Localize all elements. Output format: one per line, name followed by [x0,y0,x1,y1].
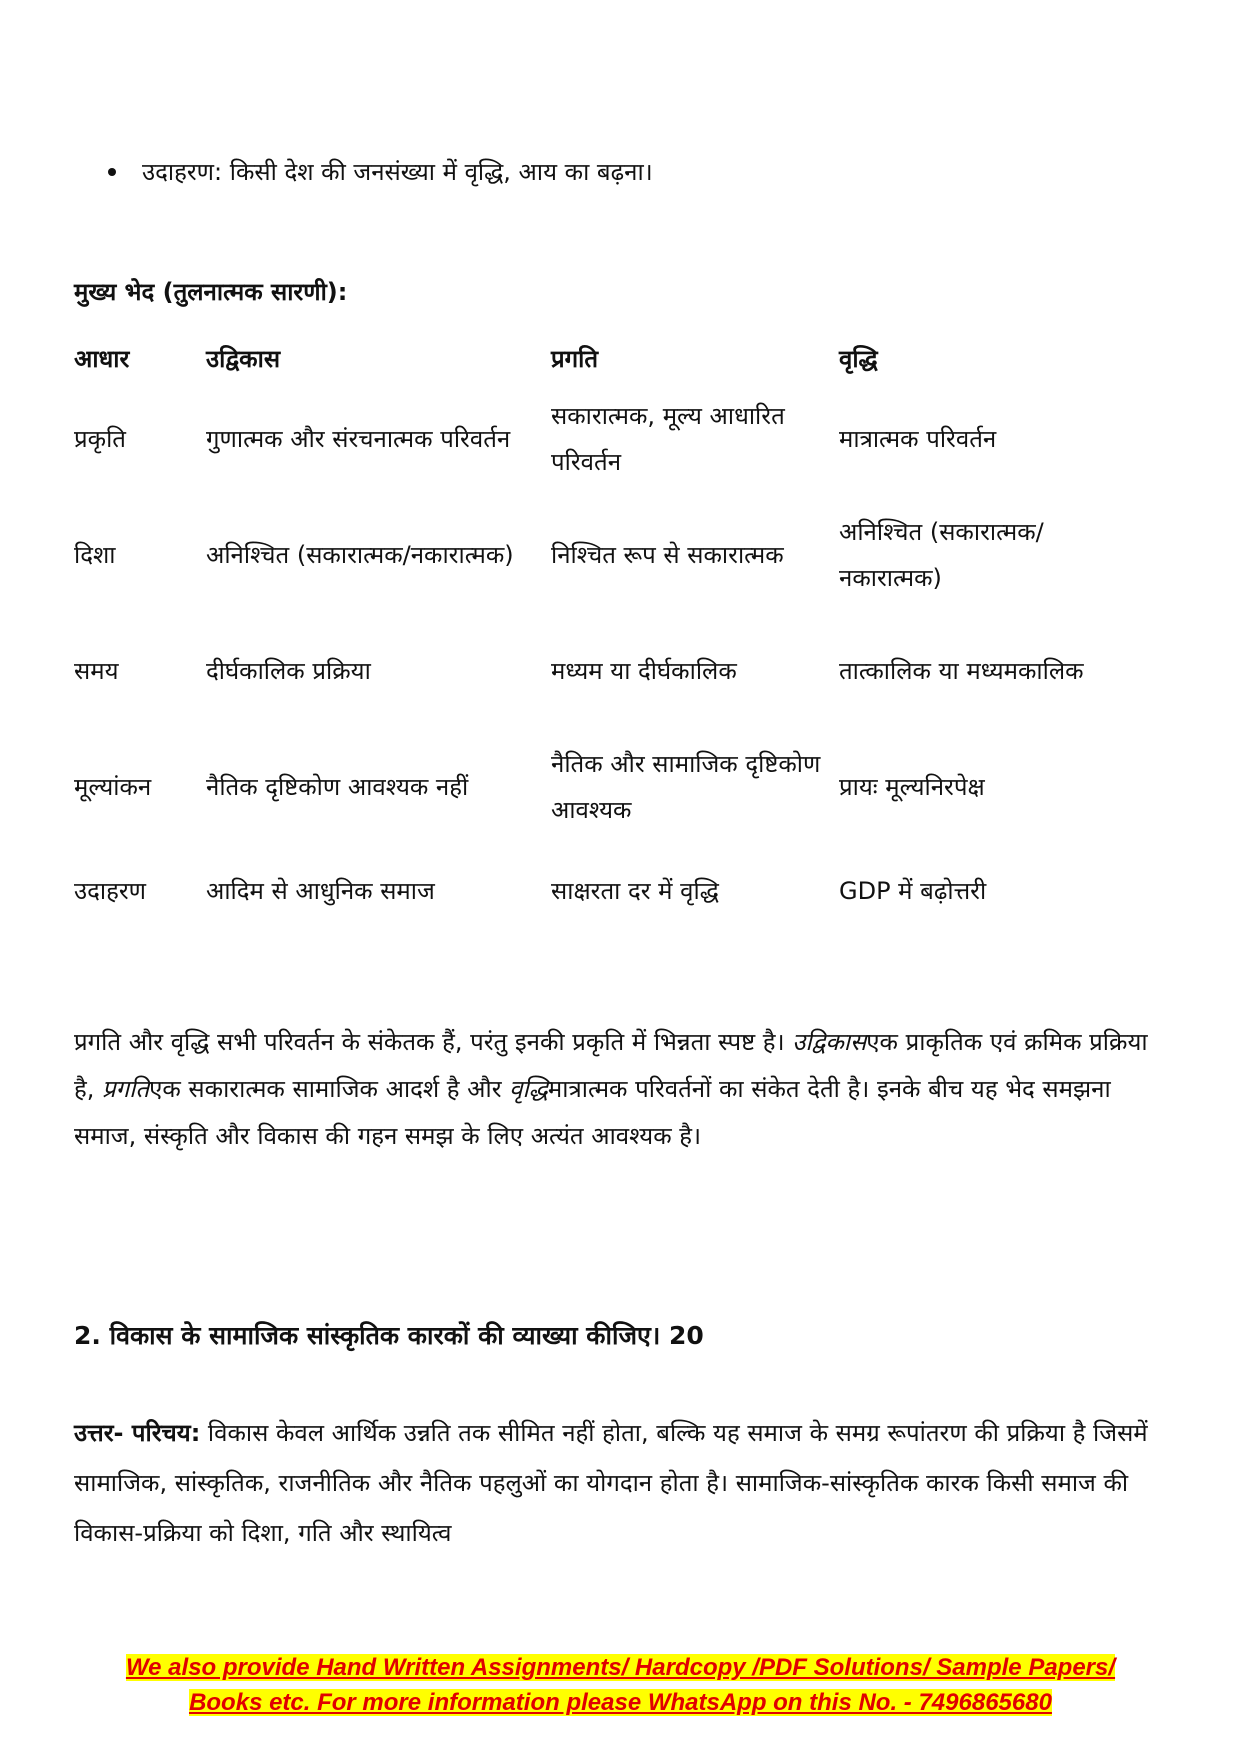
table-cell: नैतिक दृष्टिकोण आवश्यक नहीं [206,773,469,801]
bullet-text: उदाहरण: किसी देश की जनसंख्या में वृद्धि, आय का बढ़ना। [142,158,653,186]
header-evolution: उद्विकास [206,344,281,373]
para-term-progress: प्रगति [102,1075,150,1103]
table-cell: निश्चित रूप से सकारात्मक [551,541,784,569]
header-progress: प्रगति [551,344,599,373]
table-cell: प्रायः मूल्यनिरपेक्ष [839,773,985,801]
table-cell: तात्कालिक या मध्यमकालिक [839,657,1084,685]
table-row [74,613,1139,729]
header-basis: आधार [74,344,130,373]
para-part: एक सकारात्मक सामाजिक आदर्श है और [149,1075,510,1103]
table-cell: आदिम से आधुनिक समाज [206,877,435,905]
table-header-row [74,335,1139,381]
table-cell: अनिश्चित (सकारात्मक/नकारात्मक) [839,518,1044,592]
promo-footer [0,1650,1241,1720]
table-row [74,497,1139,613]
para-term-evolution: उद्विकास [792,1028,867,1056]
summary-paragraph [74,1019,1174,1160]
question-heading: 2. विकास के सामाजिक सांस्कृतिक कारकों की व्याख्या कीजिए। 20 [74,1321,704,1350]
table-row [74,381,1139,497]
table-cell: मूल्यांकन [74,773,152,801]
bullet-item [108,155,653,188]
section-heading: मुख्य भेद (तुलनात्मक सारणी): [74,278,348,306]
footer-line-1: We also provide Hand Written Assignments/ Hardcopy /PDF Solutions/ Sample Papers/ [125,1654,1116,1681]
answer-text: विकास केवल आर्थिक उन्नति तक सीमित नहीं होता, बल्कि यह समाज के समग्र रूपांतरण की प्रक्रिया है जिसमें सामाजिक, सांस्कृतिक, राजनीतिक और नैतिक पहलुओं का योगदान होता है। सामाजिक-सांस्कृतिक कारक किसी समाज की विकास-प्रक्रिया को दिशा, गति और स्थायित्व [74,1419,1148,1547]
table-cell: उदाहरण [74,877,147,905]
table-cell: मात्रात्मक परिवर्तन [839,425,997,453]
bullet-dot-icon [108,168,116,176]
para-part: एक प्राकृतिक एवं क्रमिक प्रक्रिया है, [74,1028,1148,1103]
header-growth: वृद्धि [839,344,878,373]
table-cell: मध्यम या दीर्घकालिक [551,657,737,685]
table-cell: GDP में बढ़ोत्तरी [839,877,987,905]
comparison-table [74,335,1139,937]
table-cell: गुणात्मक और संरचनात्मक परिवर्तन [206,425,511,453]
table-cell: प्रकृति [74,425,126,453]
answer-paragraph [74,1408,1174,1558]
para-term-growth: वृद्धि [509,1075,548,1103]
table-cell: नैतिक और सामाजिक दृष्टिकोण आवश्यक [551,750,821,824]
table-cell: समय [74,657,119,685]
table-row [74,729,1139,845]
table-cell: सकारात्मक, मूल्य आधारित परिवर्तन [551,402,785,476]
answer-label: उत्तर- परिचय: [74,1419,201,1447]
table-cell: साक्षरता दर में वृद्धि [551,877,719,905]
footer-line-2: Books etc. For more information please WhatsApp on this No. - 7496865680 [189,1689,1052,1716]
table-cell: दीर्घकालिक प्रक्रिया [206,657,371,685]
para-part: प्रगति और वृद्धि सभी परिवर्तन के संकेतक हैं, परंतु इनकी प्रकृति में भिन्नता स्पष्ट है। [74,1028,793,1056]
table-cell: दिशा [74,541,116,569]
para-part: मात्रात्मक परिवर्तनों का संकेत देती है। इनके बीच यह भेद समझना समाज, संस्कृति और विकास की गहन समझ के लिए अत्यंत आवश्यक है। [74,1075,1111,1150]
table-row [74,845,1139,937]
table-cell: अनिश्चित (सकारात्मक/नकारात्मक) [206,541,514,569]
